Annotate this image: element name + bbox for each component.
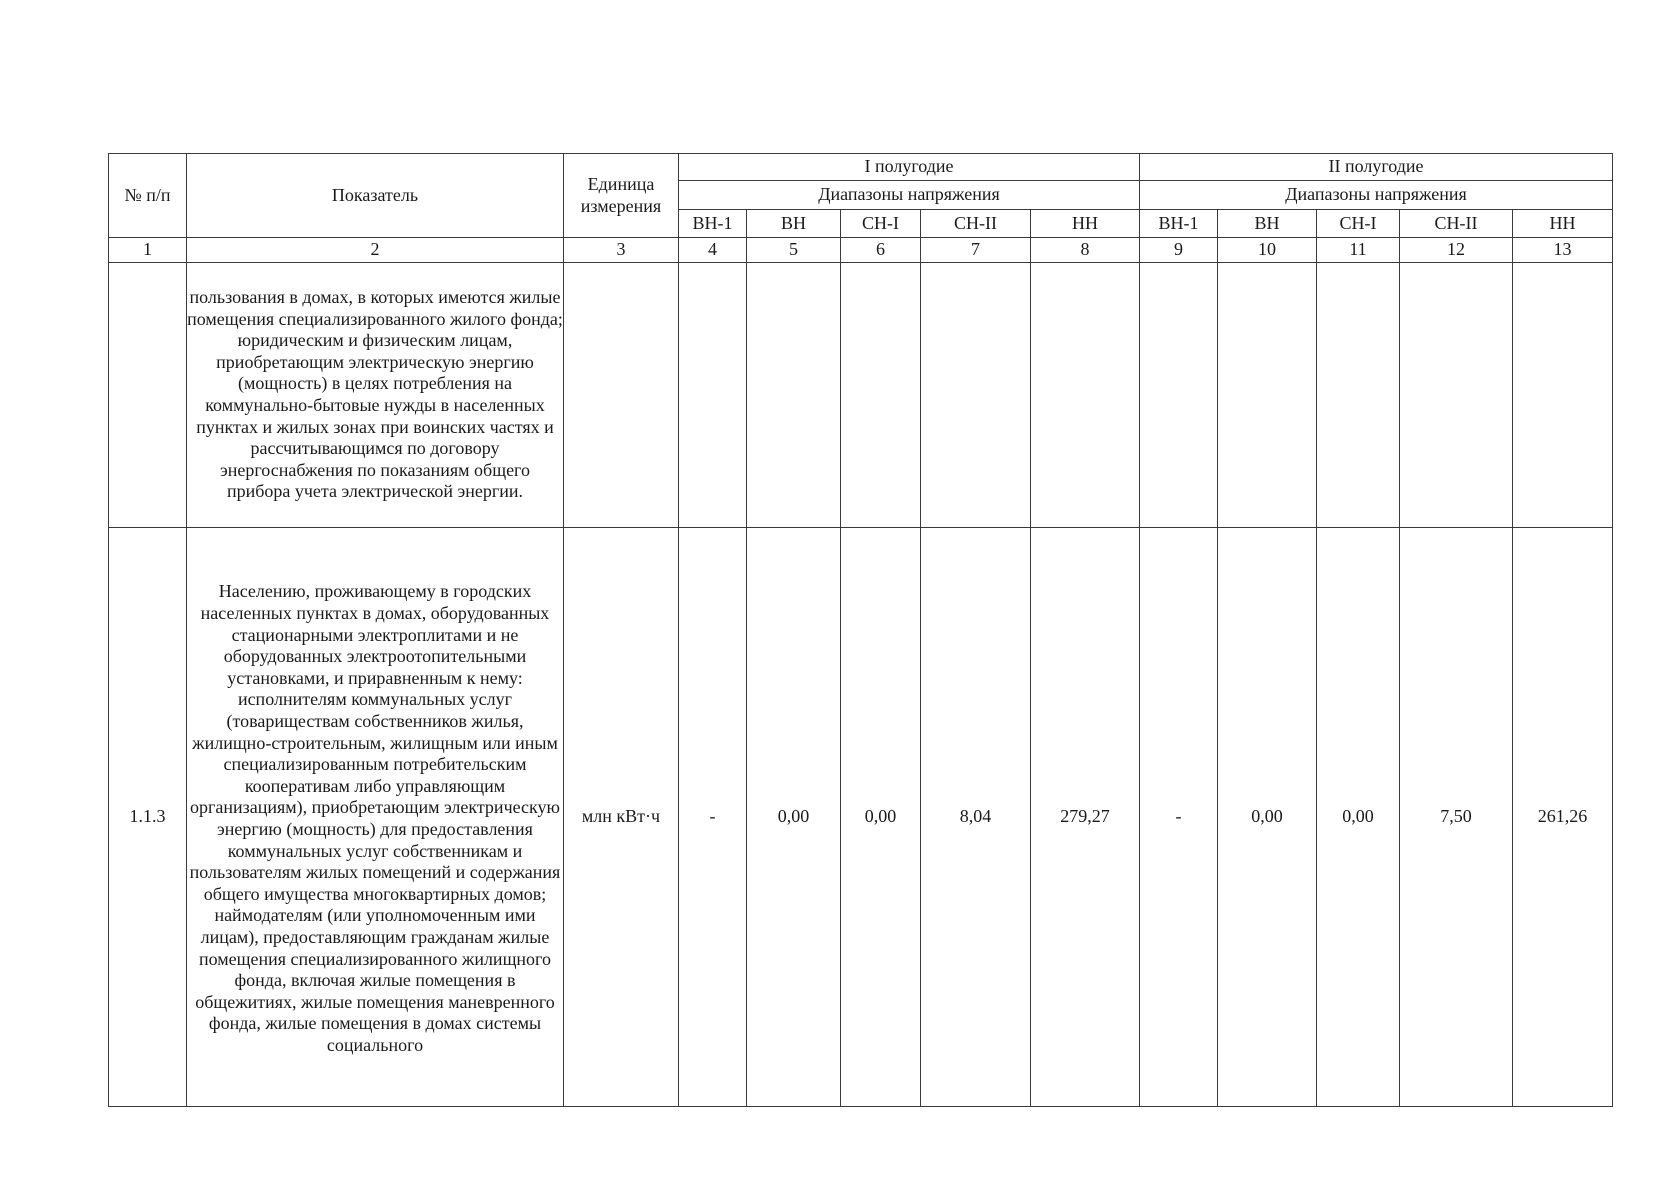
header-num: № п/п [109,154,187,238]
column-index: 8 [1031,238,1140,263]
row-value [1400,263,1513,528]
header-ranges-2: Диапазоны напряжения [1140,181,1613,210]
row-value [1317,263,1400,528]
column-index: 10 [1218,238,1317,263]
table-row [109,528,1613,1107]
header-row-1 [109,154,1613,181]
row-num [109,263,187,528]
column-index: 1 [109,238,187,263]
row-value [921,263,1031,528]
header-col-vn1: ВН-1 [1140,210,1218,238]
header-col-vn: ВН [747,210,841,238]
row-value [679,263,747,528]
header-col-nn: НН [1513,210,1613,238]
header-ranges-1: Диапазоны напряжения [679,181,1140,210]
row-unit: млн кВт·ч [564,528,679,1107]
row-value [1140,263,1218,528]
header-col-sn1: СН-I [1317,210,1400,238]
row-value: 7,50 [1400,528,1513,1107]
header-col-sn2: СН-II [1400,210,1513,238]
row-indicator-text: пользования в домах, в которых имеются жилые помещения специализированного жилого фонда; юридическим и физическим лицам, приобретающим электрическую энергию (мощность) в целях потребления на коммунально-бытовые нужды в населенных пунктах и жилых зонах при воинских частях и рассчитывающимся по договору энергоснабжения по показаниям общего прибора учета электрической энергии. [187,263,564,528]
row-value [747,263,841,528]
row-value [841,263,921,528]
row-value: - [679,528,747,1107]
row-value [1031,263,1140,528]
row-num: 1.1.3 [109,528,187,1107]
header-half-1: I полугодие [679,154,1140,181]
column-index: 13 [1513,238,1613,263]
column-index: 4 [679,238,747,263]
row-value: 0,00 [1218,528,1317,1107]
column-index: 3 [564,238,679,263]
header-col-vn1: ВН-1 [679,210,747,238]
row-unit [564,263,679,528]
row-value: 0,00 [747,528,841,1107]
row-value [1218,263,1317,528]
header-col-sn1: СН-I [841,210,921,238]
column-index: 11 [1317,238,1400,263]
row-value: - [1140,528,1218,1107]
header-col-nn: НН [1031,210,1140,238]
row-value: 0,00 [841,528,921,1107]
tariff-table [108,153,1613,1107]
column-index: 12 [1400,238,1513,263]
header-half-2: II полугодие [1140,154,1613,181]
header-unit: Единица измерения [564,154,679,238]
row-value: 8,04 [921,528,1031,1107]
column-index: 5 [747,238,841,263]
table-row [109,263,1613,528]
column-index: 6 [841,238,921,263]
row-indicator-text: Населению, проживающему в городских населенных пунктах в домах, оборудованных стационарными электроплитами и не оборудованных электроотопительными установками, и приравненным к нему: исполнителям коммунальных услуг (товариществам собственников жилья, жилищно-строительным, жилищным или иным специализированным потребительским кооперативам либо управляющим организациям), приобретающим электрическую энергию (мощность) для предоставления коммунальных услуг собственникам и пользователям жилых помещений и содержания общего имущества многоквартирных домов; наймодателям (или уполномоченным ими лицам), предоставляющим гражданам жилые помещения специализированного жилищного фонда, включая жилые помещения в общежитиях, жилые помещения маневренного фонда, жилые помещения в домах системы социального [187,528,564,1107]
column-index-row [109,238,1613,263]
header-col-vn: ВН [1218,210,1317,238]
header-indicator: Показатель [187,154,564,238]
row-value [1513,263,1613,528]
header-col-sn2: СН-II [921,210,1031,238]
column-index: 7 [921,238,1031,263]
column-index: 9 [1140,238,1218,263]
row-value: 0,00 [1317,528,1400,1107]
column-index: 2 [187,238,564,263]
row-value: 261,26 [1513,528,1613,1107]
row-value: 279,27 [1031,528,1140,1107]
